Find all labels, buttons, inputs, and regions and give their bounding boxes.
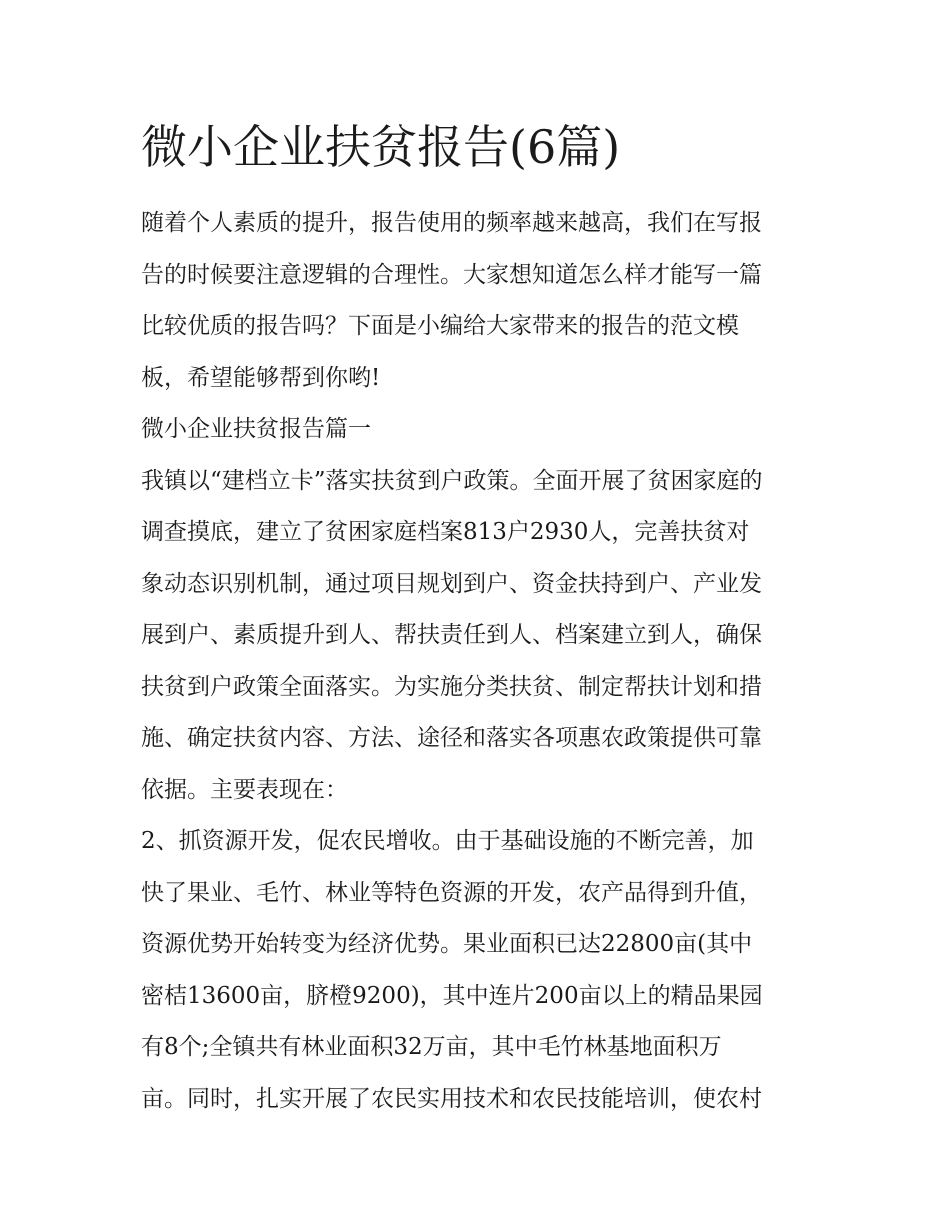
paragraph-2-line-6: 亩。同时，扎实开展了农民实用技术和农民技能培训，使农村 [141, 1085, 762, 1112]
intro-line-2: 告的时候要注意逻辑的合理性。大家想知道怎么样才能写一篇 [141, 261, 762, 288]
paragraph-1-line-4: 展到户、素质提升到人、帮扶责任到人、档案建立到人，确保 [141, 622, 762, 648]
paragraph-2-line-4: 密桔13600亩，脐橙9200)，其中连片200亩以上的精品果园 [141, 982, 763, 1009]
paragraph-1-line-2: 调查摸底，建立了贫困家庭档案813户2930人，完善扶贫对 [141, 519, 750, 545]
document-body [141, 198, 821, 1125]
section-heading: 微小企业扶贫报告篇一 [141, 416, 371, 442]
paragraph-2-line-1: 2、抓资源开发，促农民增收。由于基础设施的不断完善，加 [141, 828, 754, 854]
paragraph-1-line-5: 扶贫到户政策全面落实。为实施分类扶贫、制定帮扶计划和措 [141, 673, 762, 700]
document-content [141, 116, 821, 1125]
intro-line-1: 随着个人素质的提升，报告使用的频率越来越高，我们在写报 [141, 210, 762, 236]
paragraph-1-line-3: 象动态识别机制，通过项目规划到户、资金扶持到户、产业发 [141, 570, 762, 597]
paragraph-1-line-7: 依据。主要表现在： [141, 776, 348, 803]
document-title: 微小企业扶贫报告(6篇) [141, 120, 621, 174]
intro-line-4: 板，希望能够帮到你哟! [141, 364, 381, 391]
intro-line-3: 比较优质的报告吗？下面是小编给大家带来的报告的范文模 [141, 313, 739, 339]
paragraph-1-line-1: 我镇以“建档立卡”落实扶贫到户政策。全面开展了贫困家庭的 [141, 467, 763, 494]
paragraph-1-line-6: 施、确定扶贫内容、方法、途径和落实各项惠农政策提供可靠 [141, 725, 762, 751]
paragraph-2-line-2: 快了果业、毛竹、林业等特色资源的开发，农产品得到升值， [141, 879, 762, 906]
paragraph-2-line-5: 有8个;全镇共有林业面积32万亩，其中毛竹林基地面积万 [141, 1034, 722, 1060]
paragraph-2-line-3: 资源优势开始转变为经济优势。果业面积已达22800亩(其中 [141, 931, 753, 957]
